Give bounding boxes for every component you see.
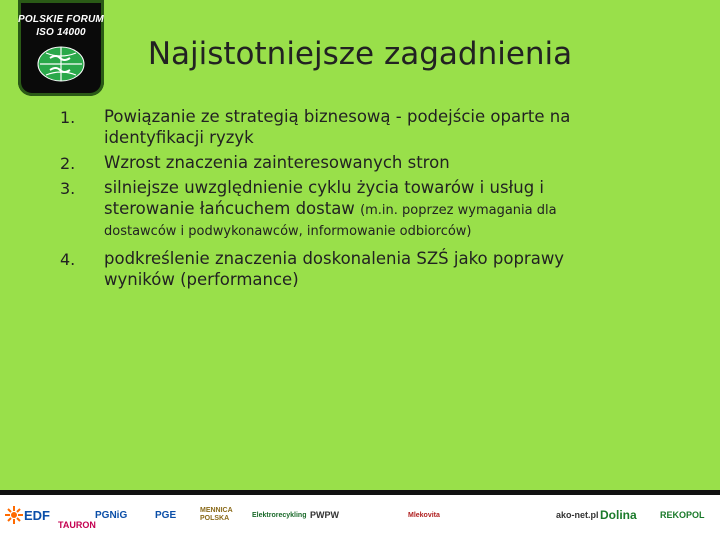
item-1-line-2: identyfikacji ryzyk: [104, 128, 254, 147]
sponsor-mlekovita-label: Mlekovita: [408, 511, 440, 519]
sponsor-tauron: [58, 510, 96, 540]
item-4-number: 4.: [60, 250, 76, 269]
edf-logo-icon: [4, 505, 24, 525]
item-2-line-1: Wzrost znaczenia zainteresowanych stron: [104, 153, 450, 172]
sponsor-pgnig-label: PGNiG: [95, 509, 128, 521]
item-3-line-2b: (m.in. poprzez wymagania dla: [360, 203, 557, 218]
sponsor-edf-label: EDF: [24, 507, 50, 523]
item-1-line-1: Powiązanie ze strategią biznesową - podejście oparte na: [104, 107, 571, 126]
sponsor-elektrorecykling-label: Elektrorecykling: [252, 511, 307, 519]
item-3-line-2a: sterowanie łańcuchem dostaw: [104, 199, 361, 218]
item-4-line-2: wyników (performance): [104, 270, 299, 289]
sponsor-rekopol: [660, 500, 705, 530]
sponsor-pwpw-label: PWPW: [310, 510, 339, 520]
sponsor-dolina-label: Dolina: [600, 508, 637, 522]
slide-title: Najistotniejsze zagadnienia: [147, 36, 573, 72]
sponsor-pgnig: [95, 500, 127, 530]
sponsor-elektrorecykling: [252, 500, 306, 530]
item-3-text: [104, 177, 664, 242]
item-2-number: 2.: [60, 154, 76, 173]
footer-divider: [0, 490, 720, 495]
sponsor-rekopol-label: REKOPOL: [660, 510, 705, 520]
item-3-line-2: [104, 198, 664, 221]
sponsor-tauron-label: TAURON: [58, 520, 96, 530]
item-3-number: 3.: [60, 179, 76, 198]
item-2-text: [104, 152, 664, 173]
logo-line-1: POLSKIE FORUM: [18, 14, 104, 25]
sponsor-mennica: [200, 500, 250, 530]
sponsor-edf: [4, 500, 50, 530]
item-1-number: 1.: [60, 108, 76, 127]
sponsors-footer: [0, 490, 720, 540]
sponsor-ako-net: [556, 500, 599, 530]
item-3-line-1: silniejsze uwzględnienie cyklu życia towarów i usług i: [104, 178, 544, 197]
item-4-line-1: podkreślenie znaczenia doskonalenia SZŚ jako poprawy: [104, 249, 565, 268]
sponsor-pwpw: [310, 500, 339, 530]
item-1-text: [104, 106, 664, 148]
sponsor-dolina: [600, 500, 637, 530]
sponsor-pge: [155, 500, 176, 530]
item-3-line-3: dostawców i podwykonawców, informowanie odbiorców): [104, 224, 472, 239]
sponsor-pge-label: PGE: [155, 509, 177, 521]
logo-line-2: ISO 14000: [36, 27, 86, 38]
sponsor-ako-net-label: ako-net.pl: [556, 510, 599, 520]
sponsor-mlekovita: [408, 500, 440, 530]
item-4-text: [104, 248, 664, 290]
sponsor-mennica-label: MENNICA POLSKA: [200, 507, 233, 522]
